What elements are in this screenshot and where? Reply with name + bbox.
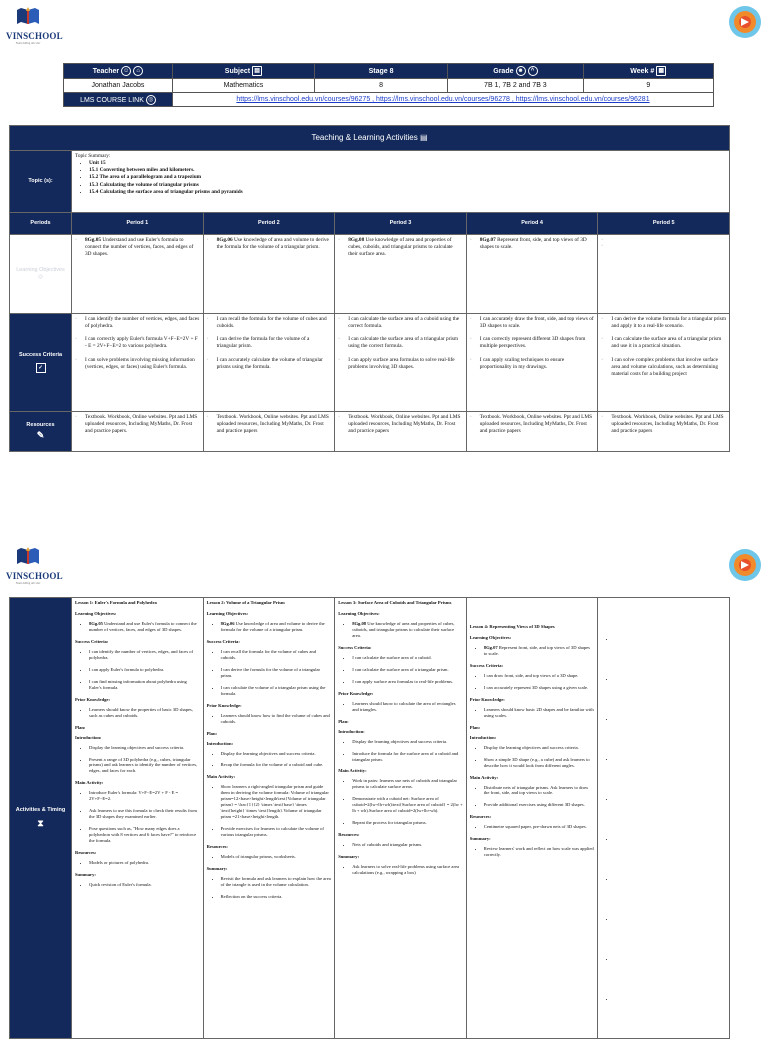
stage-header: Stage 8 (314, 64, 447, 79)
sc-cell: ◦ I can accurately draw the front, side, and top views of 3D shapes to scale. ◦ I can correctly represent different 3D shapes from multiple perspectives. ◦ I can apply scaling techniques to ensure proportionality in my drawings. (466, 314, 598, 412)
activities-timing-label: Activities & Timing ⧗ (10, 598, 72, 1039)
empty-bullet (615, 996, 726, 1002)
period-header: Period 3 (335, 213, 467, 235)
header-table (63, 63, 714, 107)
topic-item: • 15.1 Converting between miles and kilometers. (89, 167, 726, 174)
lms-links[interactable]: https://lms.vinschool.edu.vn/courses/96275 , https://lms.vinschool.edu.vn/courses/96278 , https://lms.vinschool.edu.vn/courses/96281 (236, 96, 650, 103)
vinschool-logo (6, 6, 63, 45)
empty-bullet (615, 676, 726, 682)
empty-bullet (615, 876, 726, 882)
cap-icon: ^ (528, 66, 538, 76)
topic-summary-cell (72, 151, 730, 213)
hourglass-icon: ⧗ (37, 817, 44, 828)
period-header: Period 2 (203, 213, 335, 235)
students-icon: ☻ (517, 68, 524, 74)
lms-label: LMS COURSE LINK ◎ (64, 93, 173, 107)
school-icon: ⌂ (133, 66, 143, 76)
grade-value: 7B 1, 7B 2 and 7B 3 (448, 79, 583, 93)
week-value: 9 (583, 79, 713, 93)
target-icon: ◎ (38, 274, 43, 280)
res-cell: ◦ Textbook. Workbook, Online websites. Ppt and LMS uploaded resources, Including MyMaths, Dr. Frost and practice papers (335, 412, 467, 452)
teacher-icon: ☺ (123, 68, 130, 74)
teacher-value: Jonathan Jacobs (64, 79, 173, 93)
pencil-icon: ✎ (36, 430, 45, 440)
grade-header: Grade ☻ ^ (448, 64, 583, 79)
topic-item: • 15.2 The area of a parallelogram and a trapezium (89, 174, 726, 181)
teaching-learning-table (9, 125, 730, 452)
checkbox-icon: ✓ (36, 363, 46, 373)
lesson-3-cell: Lesson 3: Surface Area of Cuboids and Triangular Prisms Learning Objectives: • 8Gg.08 Use knowledge of area and properties of cubes, cuboids, and triangular prisms to calculate their surface area. Success Criteria: • I can calculate the surface area of a cuboid. • I can calculate the surface area of a triangular prism. • I can apply surface area formulas to real-life problems. Prior Knowledge: • Learners should know to calculate the area of rectangles and triangles. Plan: Introduction: • Display the learning objectives and success criteria. • Introduce the formula for the surface area of a cuboid and triangular prism. Main Activity: • Work in pairs: learners use nets of cuboids and triangular prisms to calculate surface areas. • Demonstrate with a cuboid net: Surface area of cuboid=2(lw+lh+wh)\text{Surface area of cuboid} = 2(lw + lh + wh).Surface area of cuboid=2(lw+lh+wh). • Repeat the process for triangular prisms. Resources: • Nets of cuboids and triangular prisms. Summary: • Ask learners to solve real-life problems using surface area calculations (e.g., wrapping a box) (335, 598, 467, 1039)
topic-item: • 15.3 Calculating the volume of triangular prisms (89, 182, 726, 189)
planner-icon: ▤ (419, 132, 428, 142)
lesson-5-cell (598, 598, 730, 1039)
teacher-header: Teacher ☺ ⌂ (64, 64, 173, 79)
learning-objectives-label: Learning Objectives ◎ (10, 235, 72, 314)
school-badge-icon (728, 548, 762, 582)
lesson-plan-table (9, 597, 730, 1039)
vinschool-logo-page2 (6, 546, 63, 585)
period-header: Period 4 (466, 213, 598, 235)
calendar-icon: ▦ (656, 66, 666, 76)
subject-header: Subject ▤ (172, 64, 314, 79)
logo-wordmark: VINSCHOOL (6, 31, 63, 41)
sc-cell: ◦ I can recall the formula for the volume of cubes and cuboids. ◦ I can derive the formula for the volume of a triangular prism. ◦ I can accurately calculate the volume of triangular prisms using the formula. (203, 314, 335, 412)
lesson-title: Lesson 2: Volume of a Triangular Prism (206, 600, 285, 605)
subject-value: Mathematics (172, 79, 314, 93)
book-crest-icon (15, 6, 41, 30)
topic-label: Topic (s): (10, 151, 72, 213)
res-cell: ◦ Textbook. Workbook, Online websites. Ppt and LMS uploaded resources, Including MyMaths, Dr. Frost and practice papers. (72, 412, 204, 452)
lesson-title: Lesson 3: Surface Area of Cuboids and Triangular Prisms (338, 600, 452, 605)
logo-tagline: Nuôi dưỡng ước mơ (15, 41, 41, 45)
lesson-title: Lesson 4: Representing Views of 3D Shapes (469, 624, 555, 629)
empty-bullet (615, 916, 726, 922)
success-criteria-label: Success Criteria ✓ (10, 314, 72, 412)
period-header: Period 5 (598, 213, 730, 235)
period-header: Period 1 (72, 213, 204, 235)
lo-cell (598, 235, 730, 314)
logo-wordmark: VINSCHOOL (6, 571, 63, 581)
lesson-4-cell: Lesson 4: Representing Views of 3D Shapes Learning Objectives: • 8Gg.07 Represent front, side, and top views of 3D shapes to scale. Success Criteria: • I can draw front, side, and top views of a 3D shape. • I can accurately represent 3D shapes using a given scale. Prior Knowledge: • Learners should know basic 2D shapes and be familiar with using scales. Plan: Introduction: • Display the learning objectives and success criteria. • Show a simple 3D shape (e.g., a cube) and ask learners to describe how it would look from different angles. Main Activity: • Distribute nets of triangular prisms. Ask learners to draw the front, side, and top views to scale. • Provide additional exercises using different 3D shapes. Resources: • Centimetre squared paper, pre-drawn nets of 3D shapes. Summary: • Review learners' work and reflect on how scale was applied correctly. (466, 598, 598, 1039)
lesson-2-cell: Lesson 2: Volume of a Triangular Prism Learning Objectives: • 8Gg.06 Use knowledge of area and volume to derive the formula for the volume of a triangular prism. Success Criteria: • I can recall the formula for the volume of cubes and cuboids. • I can derive the formula for the volume of a triangular prism. • I can calculate the volume of a triangular prism using the formula. Prior Knowledge: • Learners should know how to find the volume of cubes and cuboids. Plan: Introduction: • Display the learning objectives and success criteria. • Recap the formula for the volume of a cuboid and cube. Main Activity: • Show learners a right-angled triangular prism and guide them in deriving the volume formula: Volume of triangular prism=12×base×height×length\text{Volume of triangular prism} = \frac{1}{2} \times \text{base} \times \text{height} \times \text{length}.Volume of triangular prism =21×base×height×length. • Provide exercises for learners to calculate the volume of various triangular prisms. Resources: • Models of triangular prisms, worksheets. Summary: • Revisit the formula and ask learners to explain how the area of the triangle is used in the volume calculation. • Reflection on the success criteria. (203, 598, 335, 1039)
lo-cell: ◦ 8Gg.07 Represent front, side, and top views of 3D shapes to scale. (466, 235, 598, 314)
logo-tagline: Nuôi dưỡng ước mơ (15, 581, 41, 585)
topic-item: • 15.4 Calculating the surface area of triangular prisms and pyramids (89, 189, 726, 196)
lesson-1-cell: Lesson 1: Euler's Formula and Polyhedra Learning Objectives: • 8Gg.05 Understand and use Euler's formula to connect the number of vertices, faces, and edges of 3D shapes. Success Criteria: • I can identify the number of vertices, edges, and faces of polyhedra. • I can apply Euler's formula to polyhedra. • I can find missing information about polyhedra using Euler's formula. Prior Knowledge: • Learners should know the properties of basic 3D shapes, such as cubes and cuboids. Plan: Introduction: • Display the learning objectives and success criteria. • Present a range of 3D polyhedra (e.g., cubes, triangular prisms) and ask learners to identify the number of vertices, edges, and faces for each. Main Activity: • Introduce Euler's formula: V+F−E=2V + F - E = 2V+F−E=2. • Ask learners to use this formula to check their results from the 3D shapes they examined earlier. • Pose questions such as, "How many edges does a polyhedron with 8 vertices and 6 faces have?" to reinforce the formula. Resources: • Models or pictures of polyhedra. Summary: • Quick revision of Euler's formula. (72, 598, 204, 1039)
empty-bullet (615, 756, 726, 762)
topic-item: • Unit 15 (89, 160, 726, 167)
lo-cell: ◦ 8Gg.08 Use knowledge of area and properties of cubes, cuboids, and triangular prisms to calculate their surface area. (335, 235, 467, 314)
tla-banner: Teaching & Learning Activities ▤ (10, 126, 730, 151)
empty-bullet (615, 636, 726, 642)
globe-icon: ◎ (146, 95, 156, 105)
lo-cell: ◦ 8Gg.05 Understand and use Euler's formula to connect the number of vertices, faces, and edges of 3D shapes. (72, 235, 204, 314)
lesson-title: Lesson 1: Euler's Formula and Polyhedra (75, 600, 157, 605)
periods-label: Periods (10, 213, 72, 235)
resources-label: Resources ✎ (10, 412, 72, 452)
empty-bullet-list (601, 636, 726, 1002)
sc-cell: ◦ I can derive the volume formula for a triangular prism and apply it to a real-life scenario. ◦ I can calculate the surface area of a triangular prism and use it in a practical situation. ◦ I can solve complex problems that involve surface area and volume calculations, such as determining material costs for a building project (598, 314, 730, 412)
lo-cell: ◦ 8Gg.06 Use knowledge of area and volume to derive the formula for the volume of a triangular prism. (203, 235, 335, 314)
empty-bullet (615, 956, 726, 962)
book-icon: ▤ (252, 66, 262, 76)
school-badge-icon (728, 5, 762, 39)
empty-bullet (615, 836, 726, 842)
stage-value: 8 (314, 79, 447, 93)
sc-cell: ◦ I can identify the number of vertices, edges, and faces of polyhedra. ◦ I can correctly apply Euler's formula V+F−E=2V + F - E = 2V+F−E=2 to various polyhedra. ◦ I can solve problems involving missing information (vertices, edges, or faces) using Euler's formula. (72, 314, 204, 412)
topic-summary-title: Topic Summary: (75, 153, 111, 159)
book-crest-icon (15, 546, 41, 570)
week-header: Week # ▦ (583, 64, 713, 79)
res-cell: ◦ Textbook. Workbook, Online websites. Ppt and LMS uploaded resources, Including MyMaths, Dr. Frost and practice papers (203, 412, 335, 452)
empty-bullet (615, 716, 726, 722)
sc-cell: ◦ I can calculate the surface area of a cuboid using the correct formula. ◦ I can calculate the surface area of a triangular prism using the correct formula. ◦ I can apply surface area formulas to solve real-life problems involving 3D shapes. (335, 314, 467, 412)
empty-bullet (615, 796, 726, 802)
res-cell: ◦ Textbook. Workbook, Online websites. Ppt and LMS uploaded resources, Including MyMaths, Dr. Frost and practice papers (466, 412, 598, 452)
res-cell: ◦ Textbook. Workbook, Online websites. Ppt and LMS uploaded resources, Including MyMaths, Dr. Frost and practice papers (598, 412, 730, 452)
